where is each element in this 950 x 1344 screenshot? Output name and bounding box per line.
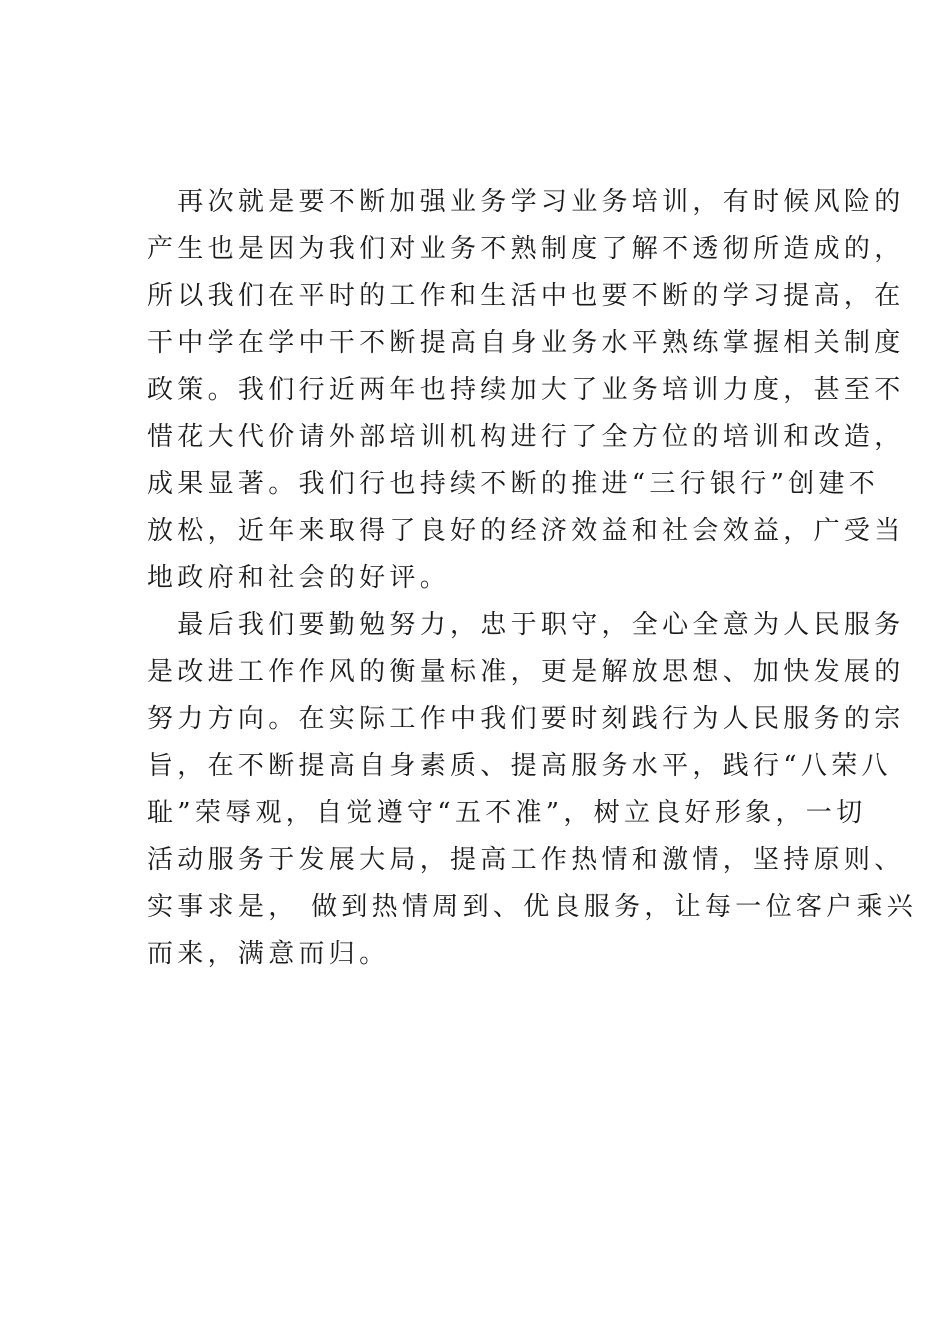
paragraph-line: 惜花大代价请外部培训机构进行了全方位的培训和改造，: [147, 422, 905, 452]
paragraph-line: 耻”荣辱观，自觉遵守“五不准”，树立良好形象，一切: [147, 798, 867, 828]
document-body: [147, 179, 918, 978]
paragraph-line: 干中学在学中干不断提高自身业务水平熟练掌握相关制度: [147, 328, 905, 358]
paragraph-line: 产生也是因为我们对业务不熟制度了解不透彻所造成的，: [147, 234, 905, 264]
paragraph-line: 最后我们要勤勉努力，忠于职守，全心全意为人民服务: [147, 610, 905, 640]
paragraph-line: 再次就是要不断加强业务学习业务培训，有时候风险的: [147, 187, 905, 217]
paragraph-line: 努力方向。在实际工作中我们要时刻践行为人民服务的宗: [147, 704, 905, 734]
paragraph-line: 成果显著。我们行也持续不断的推进“三行银行”创建不: [147, 469, 880, 499]
paragraph-line: 而来，满意而归。: [147, 939, 390, 969]
paragraph-line: 政策。我们行近两年也持续加大了业务培训力度，甚至不: [147, 375, 905, 405]
paragraph-line: 旨，在不断提高自身素质、提高服务水平，践行“八荣八: [147, 751, 892, 781]
paragraph-line: 放松，近年来取得了良好的经济效益和社会效益，广受当: [147, 516, 905, 546]
paragraph-line: 是改进工作作风的衡量标准，更是解放思想、加快发展的: [147, 657, 905, 687]
paragraph-line: 所以我们在平时的工作和生活中也要不断的学习提高，在: [147, 281, 905, 311]
paragraph-2: [147, 602, 918, 978]
paragraph-line: 活动服务于发展大局，提高工作热情和激情，坚持原则、: [147, 845, 905, 875]
paragraph-line: 实事求是， 做到热情周到、优良服务，让每一位客户乘兴: [147, 892, 918, 922]
paragraph-1: [147, 179, 905, 602]
paragraph-line: 地政府和社会的好评。: [147, 563, 451, 593]
